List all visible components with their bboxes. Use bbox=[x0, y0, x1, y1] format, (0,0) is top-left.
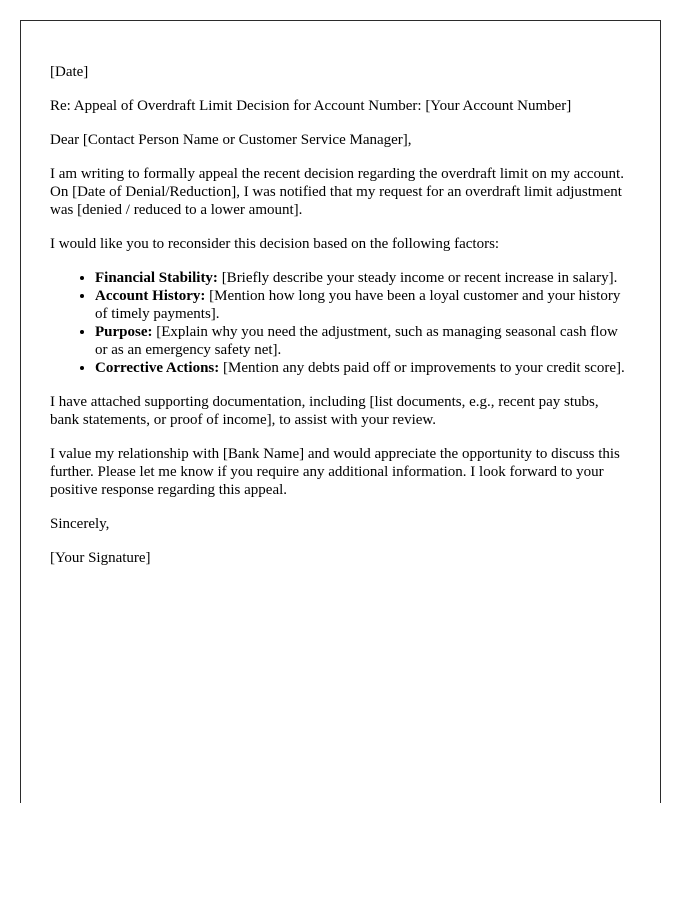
factor-description: [Mention how long you have been a loyal customer and your history of timely payments]. bbox=[95, 288, 621, 322]
factors-intro: I would like you to reconsider this decision based on the following factors: bbox=[50, 236, 500, 252]
signature-line: [Your Signature] bbox=[50, 550, 151, 566]
factors-list bbox=[50, 269, 631, 377]
factor-term: Account History: bbox=[95, 288, 206, 304]
salutation: Dear [Contact Person Name or Customer Service Manager], bbox=[50, 132, 412, 148]
factor-item bbox=[95, 323, 631, 359]
factor-item bbox=[95, 269, 631, 287]
date-line: [Date] bbox=[50, 64, 89, 80]
subject-line: Re: Appeal of Overdraft Limit Decision for Account Number: [Your Account Number] bbox=[50, 98, 572, 114]
opening-paragraph: I am writing to formally appeal the recent decision regarding the overdraft limit on my account. On [Date of Denial/Reduction], I was notified that my request for an overdraft limit adjustment was [denied / reduced to a lower amount]. bbox=[50, 166, 624, 218]
closing-paragraph: I value my relationship with [Bank Name] and would appreciate the opportunity to discuss this further. Please let me know if you require any additional information. I look forward to your positive response regarding this appeal. bbox=[50, 446, 620, 498]
factor-item bbox=[95, 287, 631, 323]
factor-term: Financial Stability: bbox=[95, 270, 218, 286]
factor-term: Corrective Actions: bbox=[95, 360, 220, 376]
factor-description: [Mention any debts paid off or improvements to your credit score]. bbox=[219, 360, 625, 376]
factor-description: [Briefly describe your steady income or recent increase in salary]. bbox=[217, 270, 618, 286]
documentation-paragraph: I have attached supporting documentation, including [list documents, e.g., recent pay stubs, bank statements, or proof of income], to assist with your review. bbox=[50, 394, 599, 428]
factor-description: [Explain why you need the adjustment, such as managing seasonal cash flow or as an emergency safety net]. bbox=[95, 324, 618, 358]
factor-term: Purpose: bbox=[95, 324, 153, 340]
factor-item bbox=[95, 359, 631, 377]
letter-page bbox=[20, 20, 661, 803]
sign-off: Sincerely, bbox=[50, 516, 110, 532]
